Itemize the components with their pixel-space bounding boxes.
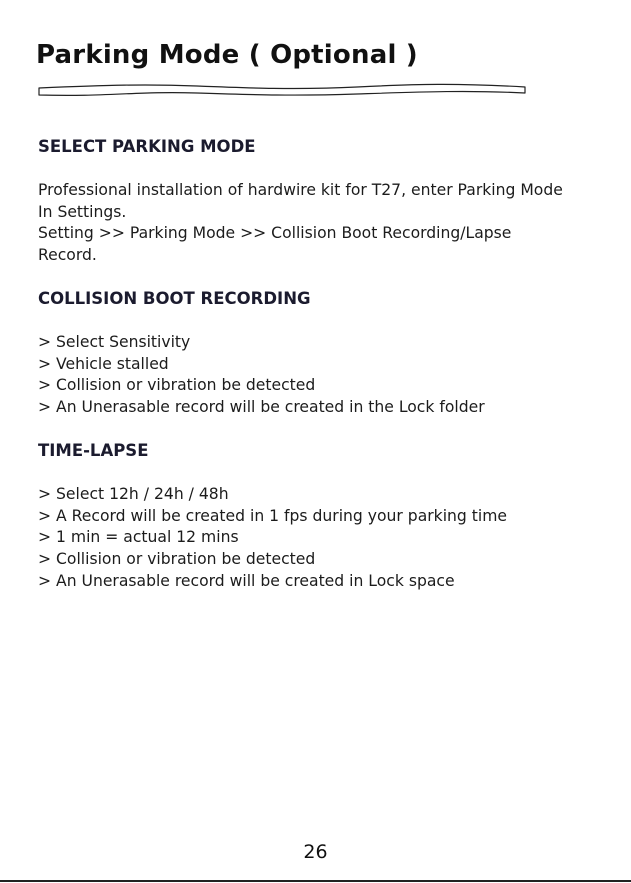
select-parking-mode-body — [38, 180, 563, 267]
text-line: Setting >> Parking Mode >> Collision Boot Recording/Lapse — [38, 224, 512, 243]
text-line: > An Unerasable record will be created in the Lock folder — [38, 398, 485, 417]
text-line: In Settings. — [38, 202, 127, 221]
text-line: > Select Sensitivity — [38, 333, 191, 351]
text-line: Record. — [38, 246, 97, 265]
text-line: > Collision or vibration be detected — [38, 376, 316, 395]
time-lapse-body — [38, 484, 507, 593]
title-underline-decoration — [37, 82, 527, 100]
bottom-rule — [0, 880, 631, 882]
text-line: Professional installation of hardwire kit for T27, enter Parking Mode — [38, 181, 563, 199]
collision-boot-recording-body — [38, 332, 485, 419]
page-number: 26 — [303, 841, 328, 863]
text-line: > An Unerasable record will be created in Lock space — [38, 571, 455, 590]
text-line: > Collision or vibration be detected — [38, 550, 316, 569]
text-line: > Select 12h / 24h / 48h — [38, 485, 229, 503]
section-heading-select-parking-mode: SELECT PARKING MODE — [38, 137, 256, 156]
section-heading-time-lapse: TIME-LAPSE — [38, 441, 149, 460]
text-line: > A Record will be created in 1 fps during your parking time — [38, 506, 507, 525]
section-heading-collision-boot-recording: COLLISION BOOT RECORDING — [38, 289, 311, 308]
page-title: Parking Mode ( Optional ) — [36, 40, 418, 70]
text-line: > Vehicle stalled — [38, 354, 169, 373]
text-line: > 1 min = actual 12 mins — [38, 528, 239, 547]
